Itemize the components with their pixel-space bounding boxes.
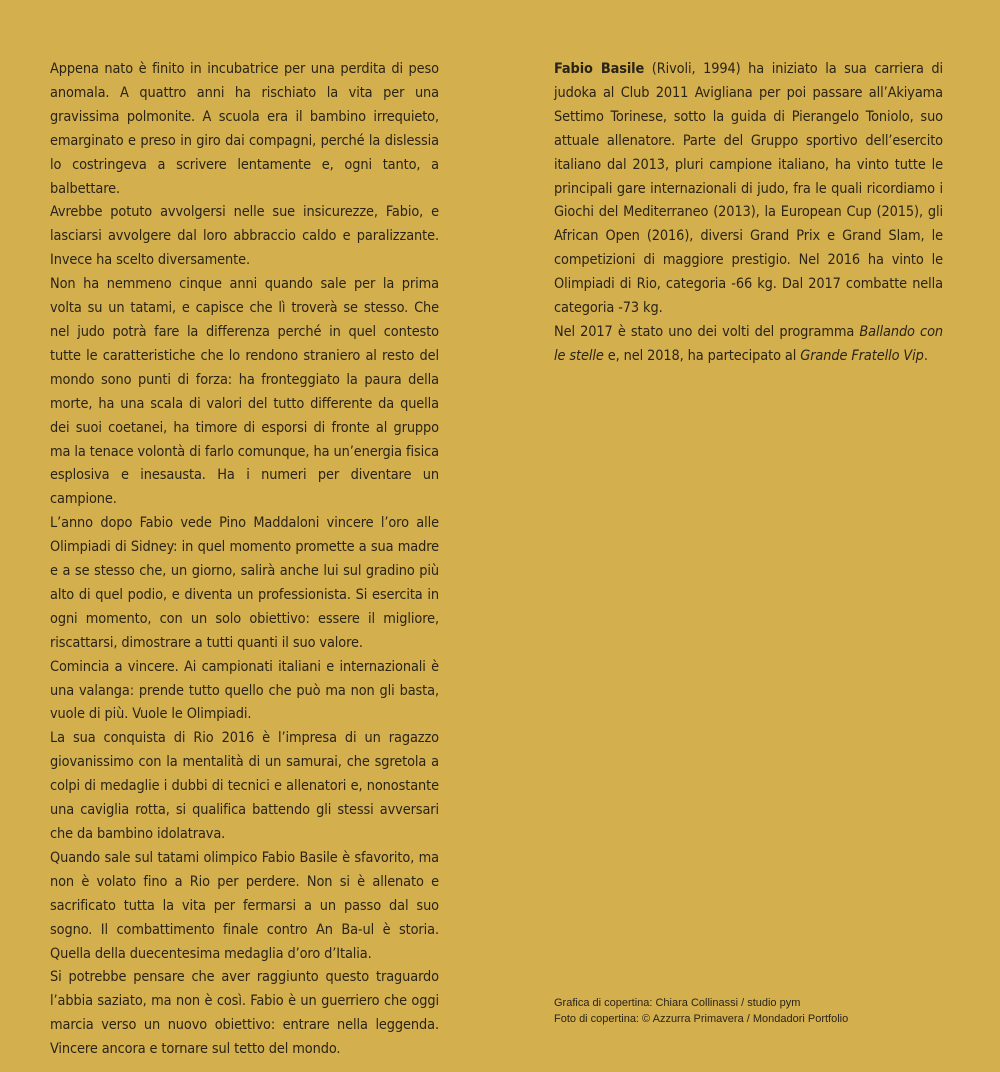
bio-text: (Rivoli, 1994) ha iniziato la sua carriera di judoka al Club 2011 Avigliana per poi passare all’Akiyama Settimo Torinese, sotto la guida di Pierangelo Toniolo, suo attuale allenatore. Parte del Gruppo sportivo dell’esercito italiano dal 2013, pluri campione italiano, ha vinto tutte le principali gare internazionali di judo, fra le quali ricordiamo i Giochi del Mediterraneo (2013), la European Cup (2015), gli African Open (2016), diversi Grand Prix e Grand Slam, le competizioni di maggiore prestigio. Nel 2016 ha vinto le Olimpiadi di Rio, categoria -66 kg. Dal 2017 combatte nella categoria -73 kg. <box>554 61 943 317</box>
tv-paragraph <box>554 321 943 369</box>
author-bio-column <box>554 58 943 369</box>
paragraph: Appena nato è finito in incubatrice per una perdita di peso anomala. A quattro anni ha rischiato la vita per una gravissima polmonite. A scuola era il bambino irrequieto, emarginato e preso in giro dai compagni, perché la dislessia lo costringeva a scrivere lentamente e, ogni tanto, a balbettare. <box>50 61 439 197</box>
author-name: Fabio Basile <box>554 61 645 77</box>
cover-design-credit: Grafica di copertina: Chiara Collinassi / studio pym <box>554 997 801 1009</box>
cover-photo-credit: Foto di copertina: © Azzurra Primavera / Mondadori Portfolio <box>554 1012 849 1025</box>
paragraph: Quando sale sul tatami olimpico Fabio Basile è sfavorito, ma non è volato fino a Rio per perdere. Non si è allenato e sacrificato tutta la vita per fermarsi a un passo dal suo sogno. Il combattimento finale contro An Ba-ul è storia. Quella della duecentesima medaglia d’oro d’Italia. <box>50 849 439 962</box>
bio-paragraph <box>554 58 943 321</box>
paragraph: Comincia a vincere. Ai campionati italiani e internazionali è una valanga: prende tutto quello che può ma non gli basta, vuole di più. Vuole le Olimpiadi. <box>50 658 439 723</box>
paragraph: Avrebbe potuto avvolgersi nelle sue insicurezze, Fabio, e lasciarsi avvolgere dal loro abbraccio caldo e paralizzante. Invece ha scelto diversamente. <box>50 204 439 269</box>
tv-middle: e, nel 2018, ha partecipato al <box>603 347 801 364</box>
paragraph: L’anno dopo Fabio vede Pino Maddaloni vincere l’oro alle Olimpiadi di Sidney: in quel momento promette a sua madre e a se stesso che, un giorno, salirà anche lui sul gradino più alto di quel podio, e diventa un professionista. Si esercita in ogni momento, con un solo obiettivo: essere il migliore, riscattarsi, dimostrare a tutti quanti il suo valore. <box>50 515 439 651</box>
cover-credits <box>554 996 848 1027</box>
tv-prefix: Nel 2017 è stato uno dei volti del programma <box>554 323 860 340</box>
paragraph: Si potrebbe pensare che aver raggiunto questo traguardo l’abbia saziato, ma non è così. Fabio è un guerriero che oggi marcia verso un nuovo obiettivo: entrare nella leggenda. Vincere ancora e tornare sul tetto del mondo. <box>50 969 439 1058</box>
tv-suffix: . <box>923 347 928 364</box>
tv-show-title: Ballando con le stelle <box>554 323 943 364</box>
paragraph: La sua conquista di Rio 2016 è l’impresa di un ragazzo giovanissimo con la mentalità di un samurai, che sgretola a colpi di medaglie i dubbi di tecnici e allenatori e, nonostante una caviglia rotta, si qualifica battendo gli stessi avversari che da bambino idolatrava. <box>50 730 439 842</box>
main-text-column <box>50 58 439 1062</box>
tv-show-title: Grande Fratello Vip <box>800 347 924 364</box>
paragraph: Non ha nemmeno cinque anni quando sale per la prima volta su un tatami, e capisce che lì troverà se stesso. Che nel judo potrà fare la differenza perché in quel contesto tutte le caratteristiche che lo rendono straniero al resto del mondo sono punti di forza: ha fronteggiato la paura della morte, ha una scala di valori del tutto differente da quella dei suoi coetanei, ha timore di esporsi di fronte al gruppo ma la tenace volontà di farlo comunque, ha un’energia fisica esplosiva e inesausta. Ha i numeri per diventare un campione. <box>50 276 439 508</box>
